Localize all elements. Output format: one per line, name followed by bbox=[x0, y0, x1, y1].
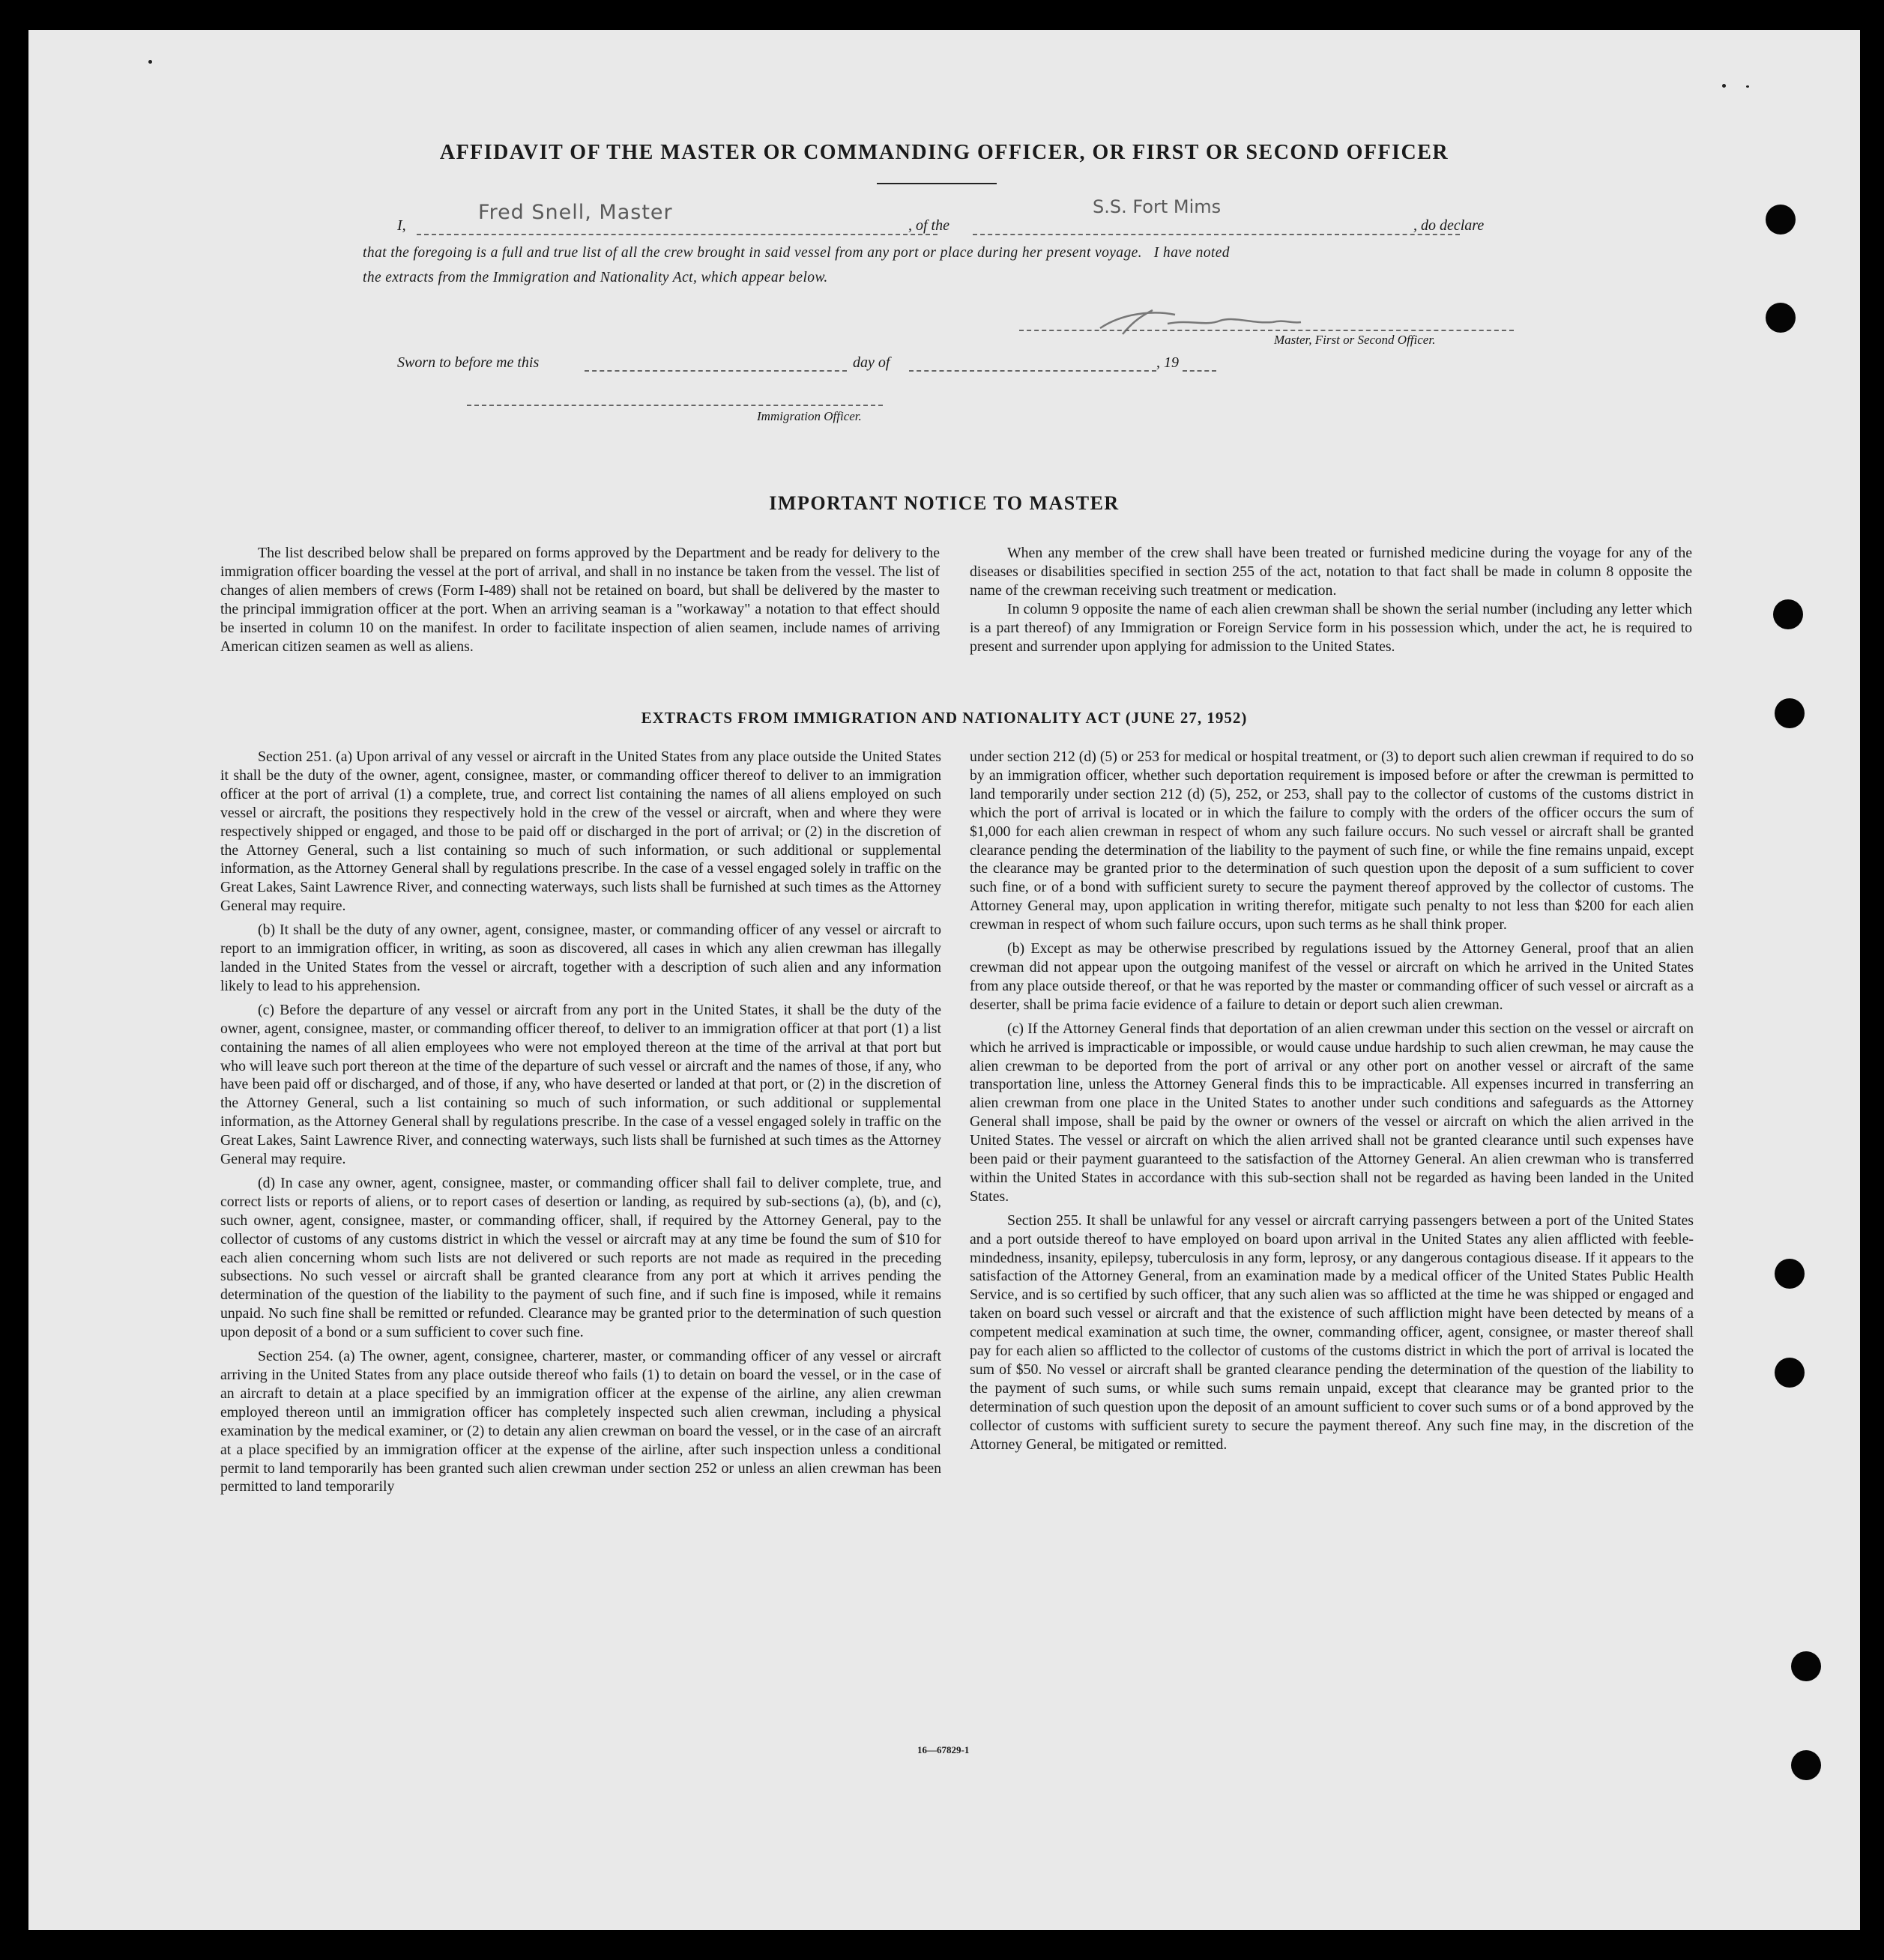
punch-hole bbox=[1766, 303, 1796, 333]
dust-speck bbox=[148, 60, 152, 64]
of-the-label: , of the bbox=[908, 217, 949, 234]
declaration-line-2: the extracts from the Immigration and Nationality Act, which appear below. bbox=[363, 270, 828, 285]
vessel-name-line bbox=[973, 234, 1460, 235]
notice-right-paragraph-2: In column 9 opposite the name of each alien crewman shall be shown the serial number (including any letter which is a part thereof) of any Immigration or Foreign Service form in his possession which, under the act, he is required to present and surrender upon applying for admission to the United States. bbox=[970, 600, 1692, 655]
punch-hole bbox=[1775, 1358, 1805, 1388]
section-254a: Section 254. (a) The owner, agent, consignee, charterer, master, or commanding officer of any vessel or aircraft arriving in the United States from any place outside thereof who fails (1) to detain on board the vessel, or in the case of an aircraft to detain at a place specified by an immigration officer at the expense of the airline, any alien crewman employed thereon until an immigration officer has completely inspected such alien crewman, including a physical examination by the medical examiner, or (2) to detain any alien crewman on board the vessel, or in the case of an aircraft at a place specified by an immigration officer at the expense of the airline, after such inspection unless a conditional permit to land temporarily has been granted such alien crewman under section 252 or unless an alien crewman has been permitted to land temporarily bbox=[220, 1348, 941, 1495]
do-declare-label: , do declare bbox=[1413, 217, 1485, 234]
vessel-name-field[interactable]: S.S. Fort Mims bbox=[1093, 196, 1222, 217]
year-label: , 19 bbox=[1156, 354, 1179, 371]
section-251d: (d) In case any owner, agent, consignee, master, or commanding officer shall fail to deliver complete, true, and correct lists or reports of aliens, or to report cases of desertion or landing, as required by sub-sections (a), (b), and (c), such owner, agent, consignee, master, or commanding officer, shall, if required by the Attorney General, pay to the collector of customs of any customs district in which the vessel or aircraft may at any time be found the sum of $10 for each alien concerning whom such lists are not delivered or such reports are not made as required in the preceding subsections. No such vessel or aircraft shall be granted clearance from any port at which it arrives pending the determination of the question of the liability to the payment of such fine, and if such fine is imposed, while it remains unpaid. No such fine shall be remitted or refunded. Clearance may be granted prior to the determination of such question upon deposit of a bond or a sum sufficient to cover such fine. bbox=[220, 1174, 941, 1341]
notice-title: IMPORTANT NOTICE TO MASTER bbox=[769, 492, 1120, 514]
notice-right-paragraph-1: When any member of the crew shall have been treated or furnished medicine during the voyage for any of the diseases or disabilities specified in section 255 of the act, notation to that fact shall be made in column 8 opposite the name of the crewman receiving such treatment or medication. bbox=[970, 545, 1692, 599]
section-255: Section 255. It shall be unlawful for any vessel or aircraft carrying passengers between a port of the United States and a port outside thereof to have employed on board upon arrival in the United States any alien afflicted with feeble-mindedness, insanity, epilepsy, tuberculosis in any form, leprosy, or any dangerous contagious disease. If it appears to the satisfaction of the Attorney General, from an examination made by a medical officer of the United States Public Health Service, and is so certified by such officer, that any such alien was so afflicted at the time he was shipped or engaged and taken on board such vessel or aircraft and that the existence of such affliction might have been detected by means of a competent medical examination at such time, the owner, commanding officer, agent, consignee, or master thereof shall pay for each alien so afflicted to the collector of customs of the customs district in which the port of arrival is located the sum of $50. No vessel or aircraft shall be granted clearance pending the determination of the question of the liability to the payment of such sums, or while such sums remain unpaid, except that clearance may be granted prior to the determination of such question upon the deposit of an amount sufficient to cover such sums or of a bond approved by the collector of customs with sufficient surety to secure the payment thereof. Any such fine may, in the discretion of the Attorney General, be mitigated or remitted. bbox=[970, 1212, 1694, 1453]
extracts-left-column bbox=[220, 748, 941, 1501]
punch-hole bbox=[1791, 1750, 1821, 1780]
notice-left-paragraph: The list described below shall be prepared on forms approved by the Department and be ready for delivery to the immigration officer boarding the vessel at the port of arrival, and shall in no instance be taken from the vessel. The list of changes of alien members of crews (Form I-489) shall not be retained on board, but shall be delivered by the master to the principal immigration officer at the port. When an arriving seaman is a "workaway" a notation to that effect should be inserted in column 10 on the manifest. In order to facilitate inspection of alien seamen, include names of arriving American citizen seamen as well as aliens. bbox=[220, 545, 940, 655]
punch-hole bbox=[1766, 205, 1796, 235]
sworn-day-line bbox=[585, 370, 847, 372]
affidavit-title: AFFIDAVIT OF THE MASTER OR COMMANDING OFFICER, OR FIRST OR SECOND OFFICER bbox=[439, 141, 1449, 164]
section-251c: (c) Before the departure of any vessel or aircraft from any port in the United States, it shall be the duty of the owner, agent, consignee, master, or commanding officer thereof, to deliver to an immigration officer at that port (1) a list containing the names of all alien employees who were not employed thereon at the time of the arrival at that port but who will leave such port thereon at the time of the departure of such vessel or aircraft and the names of those, if any, who have been paid off or discharged, and of those, if any, who have deserted or landed at that port, or (2) in the discretion of the Attorney General, such a list containing so much of such information, or such additional or supplemental information, as the Attorney General shall by regulations prescribe. In the case of a vessel engaged solely in traffic on the Great Lakes, Saint Lawrence River, and connecting waterways, such lists shall be furnished at such times as the Attorney General may require. bbox=[220, 1001, 941, 1168]
immigration-officer-caption: Immigration Officer. bbox=[757, 409, 862, 423]
signature-line bbox=[1019, 330, 1514, 331]
declaration-line-1: that the foregoing is a full and true list of all the crew brought in said vessel from any port or place during her present voyage. I have noted bbox=[363, 245, 1230, 261]
section-254c: (c) If the Attorney General finds that deportation of an alien crewman under this section on the vessel or aircraft on which he arrived is impracticable or impossible, or would cause undue hardship to such alien crewman, he may cause the alien crewman to be deported from the port of arrival or any other port on another vessel or aircraft of the same transportation line, unless the Attorney General finds this to be impracticable. All expenses incurred in transferring an alien crewman from one place in the United States to another under such conditions and safeguards as the Attorney General shall impose, shall be paid by the owner or owners of the vessel or aircraft on which the alien arrived in the United States. The vessel or aircraft on which the alien arrived shall not be granted clearance until such expenses have been paid or their payment guaranteed to the satisfaction of the Attorney General. An alien crewman who is transferred within the United States in accordance with this sub-section shall not be regarded as having been landed in the United States. bbox=[970, 1020, 1694, 1205]
document-page bbox=[28, 30, 1860, 1930]
section-254a-continued: under section 212 (d) (5) or 253 for medical or hospital treatment, or (3) to deport such alien crewman if required to do so by an immigration officer, whether such deportation requirement is imposed before or after the crewman is permitted to land temporarily under section 212 (d) (5), 252, or 253, shall pay to the collector of customs of the customs district in which the port of arrival is located or in which the failure to comply with the orders of the officer occurs the sum of $1,000 for each alien crewman in respect of whom any such failure occurs. No such vessel or aircraft shall be granted clearance pending the determination of the liability to the payment of such fine, or while the fine remains unpaid, except the clearance may be granted prior to the determination of such question upon the deposit of a sum sufficient to cover such fine, or of a bond with sufficient surety to secure the payment thereof approved by the collector of customs. The Attorney General may, upon application in writing therefor, mitigate such penalty to not less than $200 for each alien crewman in respect of whom such failure occurs, upon such terms as he shall think proper. bbox=[970, 748, 1694, 934]
extracts-title: EXTRACTS FROM IMMIGRATION AND NATIONALITY ACT (JUNE 27, 1952) bbox=[641, 709, 1248, 727]
form-number: 16—67829-1 bbox=[917, 1744, 970, 1755]
sworn-month-line bbox=[909, 370, 1156, 372]
dust-speck bbox=[1746, 85, 1749, 88]
punch-hole bbox=[1775, 1259, 1805, 1289]
section-251b: (b) It shall be the duty of any owner, agent, consignee, master, or commanding officer of any vessel or aircraft to report to an immigration officer, in writing, as soon as discovered, all cases in which any alien crewman has illegally landed in the United States from the vessel or aircraft, together with a description of such alien and any information likely to lead to his apprehension. bbox=[220, 922, 941, 994]
sworn-label: Sworn to before me this bbox=[397, 354, 540, 371]
title-divider bbox=[877, 183, 997, 184]
extracts-right-column bbox=[970, 748, 1694, 1460]
section-254b: (b) Except as may be otherwise prescribed by regulations issued by the Attorney General, proof that an alien crewman did not appear upon the outgoing manifest of the vessel or aircraft on which he arrived in the United States from any place outside thereof, or that he was reported by the master or commanding officer of such vessel or aircraft as a deserter, shall be prima facie evidence of a failure to detain or deport such alien crewman. bbox=[970, 940, 1694, 1013]
signature-caption: Master, First or Second Officer. bbox=[1274, 333, 1436, 347]
immigration-officer-line bbox=[467, 405, 883, 406]
day-of-label: day of bbox=[853, 354, 890, 371]
master-name-field[interactable]: Fred Snell, Master bbox=[478, 201, 673, 224]
dust-speck bbox=[1722, 84, 1726, 88]
year-line bbox=[1183, 370, 1216, 372]
punch-hole bbox=[1791, 1651, 1821, 1681]
affidavit-i-label: I, bbox=[397, 217, 406, 234]
notice-left-column bbox=[220, 544, 940, 656]
punch-hole bbox=[1773, 599, 1803, 629]
master-name-line bbox=[417, 234, 938, 235]
section-251a: Section 251. (a) Upon arrival of any vessel or aircraft in the United States from any place outside the United States it shall be the duty of the owner, agent, consignee, master, or commanding officer thereof to deliver to an immigration officer at the port of arrival (1) a complete, true, and correct list containing the names of all aliens employed on such vessel or aircraft, the positions they respectively hold in the crew of the vessel or aircraft, when and where they were respectively shipped or engaged, and those to be paid off or discharged in the port of arrival; or (2) in the discretion of the Attorney General, such a list containing so much of such information, or such additional or supplemental information, as the Attorney General shall by regulations prescribe. In the case of a vessel engaged solely in traffic on the Great Lakes, Saint Lawrence River, and connecting waterways, such lists shall be furnished at such times as the Attorney General may require. bbox=[220, 748, 941, 915]
notice-right-column bbox=[970, 544, 1692, 656]
